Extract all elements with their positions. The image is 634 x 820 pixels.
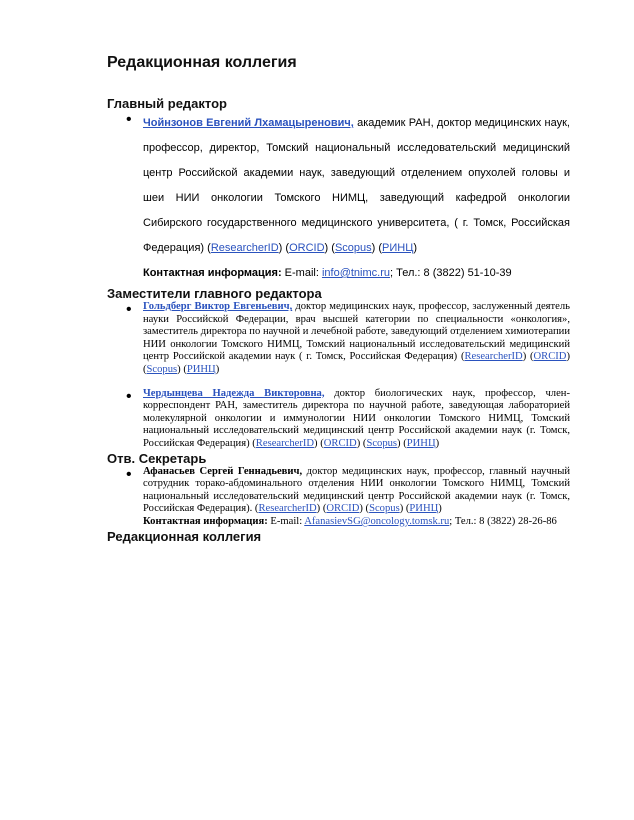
page-title: Редакционная коллегия bbox=[107, 54, 297, 71]
text-run: ( bbox=[320, 437, 324, 449]
text-run: E-mail: bbox=[267, 515, 305, 527]
person-paragraph bbox=[143, 111, 570, 261]
text-run: ( bbox=[365, 503, 370, 515]
researcherid-link[interactable]: ResearcherID bbox=[464, 351, 523, 363]
text-run: ( bbox=[183, 363, 187, 375]
list-item bbox=[107, 466, 570, 529]
person-paragraph bbox=[143, 301, 570, 377]
text-run: ) bbox=[413, 242, 418, 254]
text-run: ( bbox=[362, 437, 367, 449]
text-run: E-mail: bbox=[281, 267, 322, 279]
text-run: ( bbox=[322, 503, 327, 515]
text-run: ( bbox=[405, 503, 410, 515]
text-run: академик РАН, доктор медицинских наук, профессор, директор, Томский национальный исследовательский медицинский центр Российской академии наук, заведующий отделением опухолей головы и шеи НИИ онкологии Томского НИМЦ, заведующий кафедрой онкологии Сибирского государственного медицинского университета, ( г. Томск, Российская Федерация) bbox=[143, 117, 570, 254]
text-run: ( bbox=[378, 242, 383, 254]
researcherid-link[interactable]: ResearcherID bbox=[255, 437, 315, 449]
orcid-link[interactable]: ORCID bbox=[326, 503, 360, 515]
text-run: ( bbox=[207, 242, 211, 254]
text-run: ( bbox=[254, 503, 259, 515]
email-link[interactable]: info@tnimc.ru bbox=[321, 267, 390, 279]
text-run: ( bbox=[285, 242, 290, 254]
scopus-link[interactable]: Scopus bbox=[369, 503, 400, 515]
person-name: Афанасьев Сергей Геннадьевич, bbox=[143, 465, 303, 477]
text-run: ) bbox=[215, 363, 220, 375]
text-run: ) bbox=[316, 503, 323, 515]
text-run: ; Тел.: 8 (3822) 51-10-39 bbox=[389, 267, 512, 279]
scopus-link[interactable]: Scopus bbox=[366, 437, 398, 449]
section-chief-editor bbox=[107, 96, 570, 286]
heading-chief-editor: Главный редактор bbox=[107, 96, 227, 111]
section-secretary bbox=[107, 451, 570, 529]
text-run: ) bbox=[278, 242, 286, 254]
list-item bbox=[107, 111, 570, 286]
person-paragraph bbox=[143, 388, 570, 451]
researcherid-link[interactable]: ResearcherID bbox=[258, 503, 317, 515]
text-run: ( bbox=[403, 437, 407, 449]
list-item bbox=[107, 301, 570, 377]
text-run: ( bbox=[143, 363, 147, 375]
rinc-link[interactable]: РИНЦ bbox=[406, 437, 436, 449]
list-item bbox=[107, 388, 570, 451]
text-run: ) bbox=[397, 437, 404, 449]
text-run: доктор медицинских наук, профессор, заслуженный деятель науки Российской Федерации, врач высшей категории по специальности «онкология», заместитель директора по научной и лечебной работе, заведующий отделением химиотерапии НИИ онкологии Томского НИМЦ, Томский национальный исследовательский медицинский центр Российской академии наук ( г. Томск, Российская Федерация) bbox=[143, 301, 570, 363]
text-run: ) bbox=[356, 437, 363, 449]
orcid-link[interactable]: ORCID bbox=[289, 242, 325, 254]
person-paragraph bbox=[143, 466, 570, 529]
rinc-link[interactable]: РИНЦ bbox=[186, 363, 216, 375]
text-run: ( bbox=[529, 351, 534, 363]
text-run: ; Тел.: 8 (3822) 28-26-86 bbox=[449, 515, 557, 527]
contact-label: Контактная информация: bbox=[143, 267, 282, 279]
scopus-link[interactable]: Scopus bbox=[146, 363, 178, 375]
person-name-link[interactable]: Чойнзонов Евгений Лхамацыренович, bbox=[143, 117, 354, 129]
heading-secretary: Отв. Секретарь bbox=[107, 450, 207, 466]
text-run: ) bbox=[177, 363, 184, 375]
heading-editorial-board: Редакционная коллегия bbox=[107, 528, 262, 544]
text-run: ) bbox=[522, 351, 530, 363]
text-run: ) bbox=[371, 242, 379, 254]
text-run: ( bbox=[460, 351, 465, 363]
contact-label: Контактная информация: bbox=[143, 515, 268, 527]
section-deputy-editors bbox=[107, 286, 570, 451]
text-run: доктор медицинских наук, профессор, главный научный сотрудник торако-абдоминального отделения НИИ онкологии Томского НИМЦ, Томский национальный исследовательский медицинский центр Российской академии наук (г. Томск, Российская Федерация). bbox=[143, 465, 570, 515]
text-run: ) bbox=[399, 503, 406, 515]
researcherid-link[interactable]: ResearcherID bbox=[210, 242, 279, 254]
rinc-link[interactable]: РИНЦ bbox=[409, 503, 439, 515]
scopus-link[interactable]: Scopus bbox=[334, 242, 372, 254]
text-run: ) bbox=[324, 242, 332, 254]
orcid-link[interactable]: ORCID bbox=[533, 351, 567, 363]
text-run: ) bbox=[438, 503, 442, 515]
text-run: ) bbox=[566, 351, 570, 363]
text-run: ( bbox=[331, 242, 335, 254]
text-run: ) bbox=[435, 437, 440, 449]
text-run: доктор биологических наук, профессор, член-корреспондент РАН, заместитель директора по научной работе, заведующая лабораторией молекулярной онкологии и иммунологии НИИ онкологии Томского НИМЦ, Томский национальный исследовательский медицинский центр Российской академии наук (г. Томск, Российская Федерация) bbox=[143, 387, 570, 449]
text-run: ( bbox=[252, 437, 256, 449]
email-link[interactable]: AfanasievSG@oncology.tomsk.ru bbox=[304, 515, 450, 527]
heading-deputy-editors: Заместители главного редактора bbox=[107, 286, 322, 301]
text-run: ) bbox=[359, 503, 366, 515]
bullet-list bbox=[107, 111, 570, 286]
rinc-link[interactable]: РИНЦ bbox=[382, 242, 414, 254]
text-run: ) bbox=[314, 437, 321, 449]
orcid-link[interactable]: ORCID bbox=[323, 437, 357, 449]
bullet-list bbox=[107, 301, 570, 451]
contact-info bbox=[143, 261, 570, 286]
bullet-list bbox=[107, 466, 570, 529]
person-name-link[interactable]: Чердынцева Надежда Викторовна, bbox=[143, 387, 325, 399]
person-name-link[interactable]: Гольдберг Виктор Евгеньевич, bbox=[143, 301, 293, 312]
